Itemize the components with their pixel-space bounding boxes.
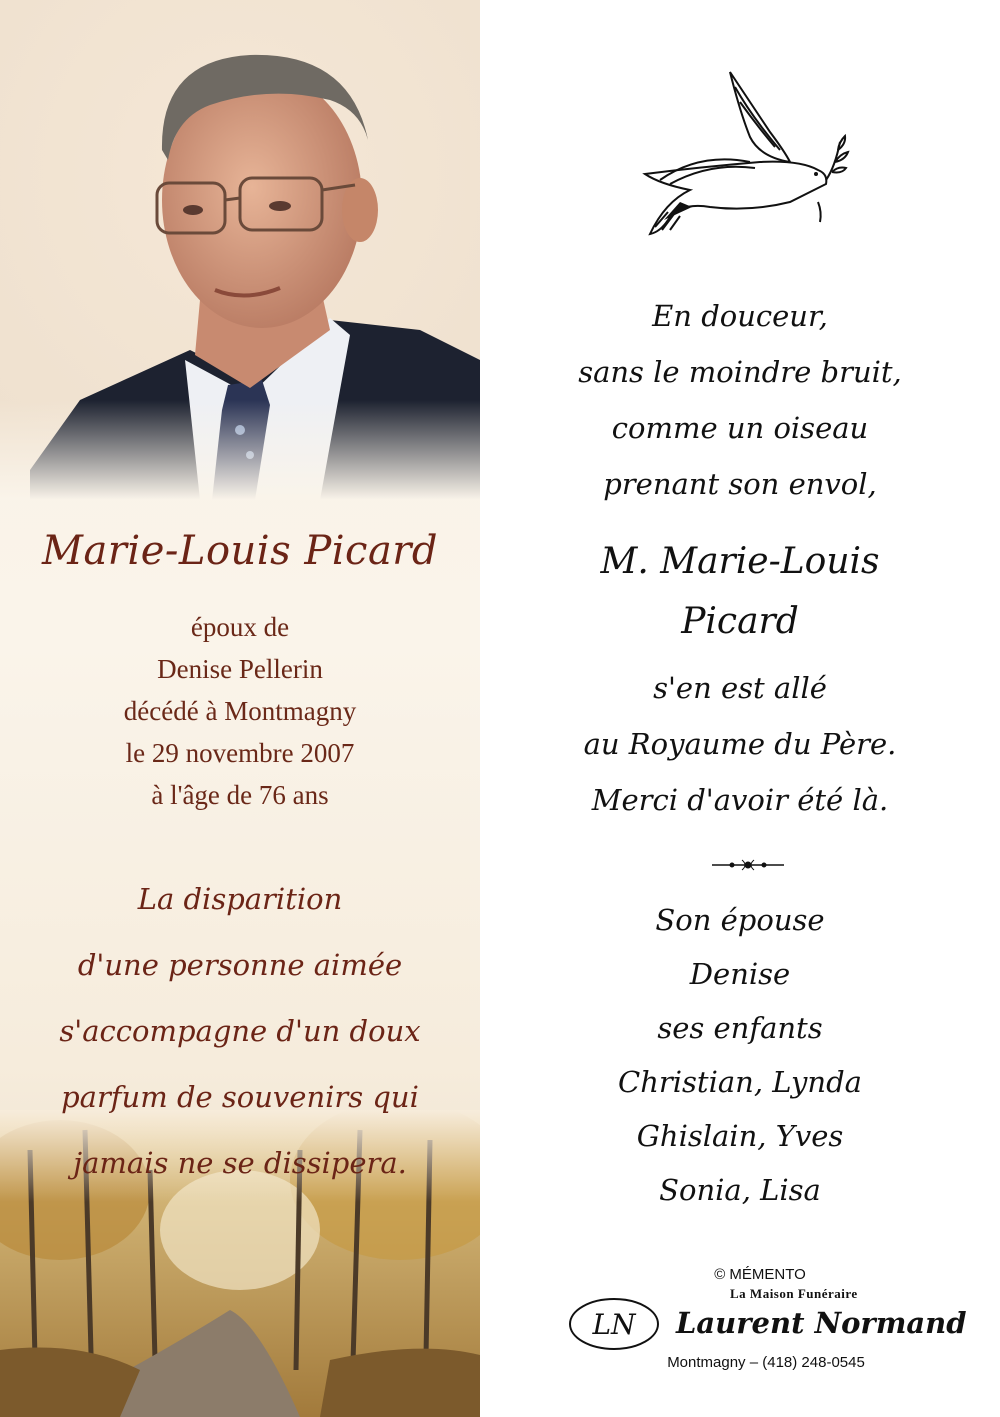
right-poem <box>480 288 1000 512</box>
copyright-text: © MÉMENTO <box>714 1266 806 1283</box>
tribute-text <box>480 660 1000 828</box>
dove-icon <box>640 62 860 242</box>
family-list <box>480 893 1000 1217</box>
detail-line: décédé à Montmagny <box>123 696 357 726</box>
detail-line: Denise Pellerin <box>157 654 323 684</box>
detail-line: à l'âge de 76 ans <box>151 780 329 810</box>
funeral-home-label: La Maison Funéraire <box>730 1286 858 1301</box>
family-line: Denise <box>689 957 791 991</box>
family-line: Sonia, Lisa <box>659 1173 821 1207</box>
family-line: Son épouse <box>655 903 825 937</box>
honoree-name <box>480 532 1000 652</box>
family-line: Christian, Lynda <box>618 1065 862 1099</box>
family-line: ses enfants <box>657 1011 823 1045</box>
poem-line: d'une personne aimée <box>77 948 403 982</box>
family-line: Ghislain, Yves <box>636 1119 844 1153</box>
poem-line: jamais ne se dissipera. <box>73 1146 407 1180</box>
tribute-line: Merci d'avoir été là. <box>591 783 889 817</box>
funeral-home-footer <box>480 1262 1000 1382</box>
name-line: M. Marie-Louis <box>600 541 880 582</box>
tribute-line: s'en est allé <box>653 671 827 705</box>
tribute-line: au Royaume du Père. <box>583 727 897 761</box>
detail-line: le 29 novembre 2007 <box>125 738 355 768</box>
monogram-logo <box>568 1296 660 1352</box>
divider-ornament-icon <box>712 858 784 872</box>
portrait-photo <box>0 0 480 500</box>
poem-line: En douceur, <box>652 299 828 333</box>
obituary-details <box>0 606 480 816</box>
poem-line: sans le moindre bruit, <box>578 355 902 389</box>
poem-line: s'accompagne d'un doux <box>59 1014 421 1048</box>
funeral-home-name: Laurent Normand <box>676 1306 967 1340</box>
poem-line: comme un oiseau <box>611 411 869 445</box>
left-poem <box>0 866 480 1196</box>
detail-line: époux de <box>190 612 290 642</box>
left-panel <box>0 0 480 1417</box>
poem-line: parfum de souvenirs qui <box>61 1080 419 1114</box>
deceased-name: Marie-Louis Picard <box>41 528 439 574</box>
right-panel <box>480 0 1000 1417</box>
address-phone: Montmagny – (418) 248-0545 <box>667 1354 865 1371</box>
monogram-text: LN <box>592 1308 636 1341</box>
name-line: Picard <box>681 601 799 642</box>
poem-line: La disparition <box>137 882 343 916</box>
poem-line: prenant son envol, <box>603 467 877 501</box>
